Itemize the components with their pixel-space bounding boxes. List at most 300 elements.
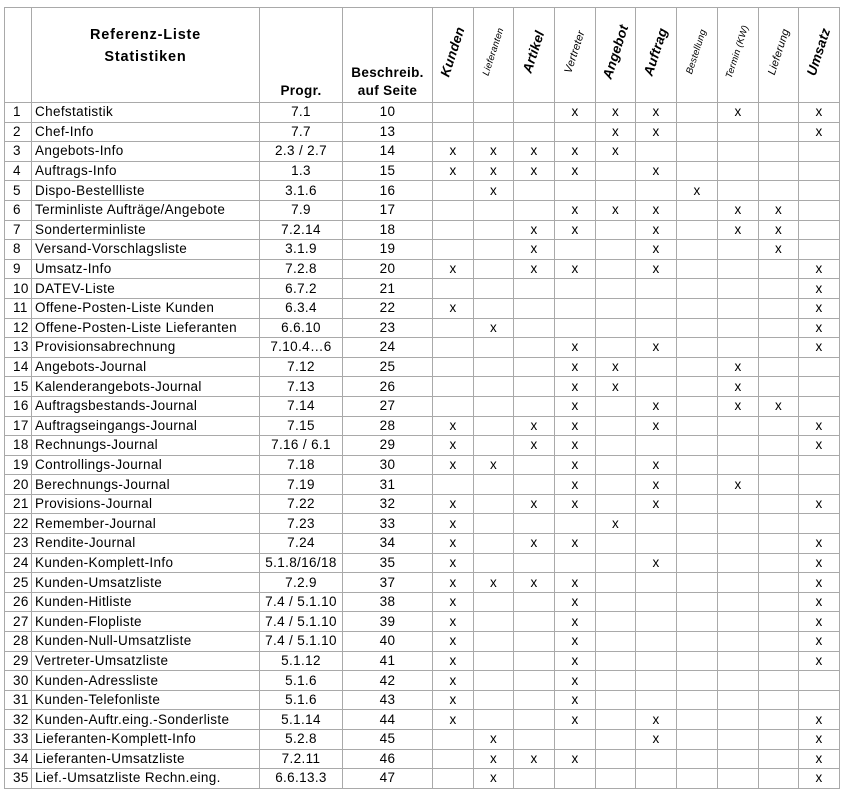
row-number: 12 [5, 318, 32, 338]
mark-cell [636, 279, 677, 299]
mark-cell: x [433, 553, 474, 573]
column-header-lieferanten [474, 8, 514, 103]
mark-cell [799, 357, 840, 377]
mark-cell: x [596, 122, 636, 142]
mark-cell: x [636, 455, 677, 475]
mark-cell [718, 632, 759, 652]
table-row [5, 592, 840, 612]
mark-cell: x [799, 534, 840, 554]
mark-cell [636, 318, 677, 338]
mark-cell [474, 436, 514, 456]
mark-cell [514, 769, 555, 789]
mark-cell [718, 298, 759, 318]
mark-cell: x [555, 220, 596, 240]
row-progr: 5.1.6 [260, 690, 343, 710]
mark-cell [799, 161, 840, 181]
row-seite: 24 [343, 338, 433, 358]
row-name: Dispo-Bestellliste [32, 181, 260, 201]
mark-cell [514, 514, 555, 534]
mark-cell [596, 651, 636, 671]
mark-cell [636, 651, 677, 671]
mark-cell: x [596, 142, 636, 162]
row-seite: 46 [343, 749, 433, 769]
mark-cell: x [636, 494, 677, 514]
row-name: Kunden-Umsatzliste [32, 573, 260, 593]
mark-cell [433, 396, 474, 416]
mark-cell [759, 573, 799, 593]
mark-cell: x [433, 592, 474, 612]
mark-cell: x [555, 455, 596, 475]
row-name: Vertreter-Umsatzliste [32, 651, 260, 671]
mark-cell [718, 181, 759, 201]
mark-cell [759, 298, 799, 318]
mark-cell: x [596, 200, 636, 220]
row-name: Kunden-Komplett-Info [32, 553, 260, 573]
mark-cell [514, 396, 555, 416]
table-row [5, 103, 840, 123]
mark-cell [636, 298, 677, 318]
row-seite: 26 [343, 377, 433, 397]
mark-cell: x [596, 103, 636, 123]
mark-cell: x [799, 416, 840, 436]
row-number: 14 [5, 357, 32, 377]
mark-cell [677, 103, 718, 123]
row-progr: 6.6.10 [260, 318, 343, 338]
row-progr: 2.3 / 2.7 [260, 142, 343, 162]
row-seite: 34 [343, 534, 433, 554]
mark-cell [474, 592, 514, 612]
mark-cell [677, 416, 718, 436]
mark-cell: x [718, 220, 759, 240]
mark-cell [474, 240, 514, 260]
column-header-vertreter [555, 8, 596, 103]
mark-cell [677, 651, 718, 671]
table-body [5, 103, 840, 789]
mark-cell [759, 142, 799, 162]
row-name: Auftragsbestands-Journal [32, 396, 260, 416]
mark-cell [514, 651, 555, 671]
mark-cell [474, 338, 514, 358]
table-row [5, 122, 840, 142]
mark-cell [596, 475, 636, 495]
mark-cell [474, 612, 514, 632]
row-progr: 7.2.14 [260, 220, 343, 240]
mark-cell: x [474, 573, 514, 593]
row-name: Kunden-Adressliste [32, 671, 260, 691]
mark-cell [636, 632, 677, 652]
mark-cell [718, 612, 759, 632]
mark-cell: x [433, 494, 474, 514]
mark-cell: x [799, 749, 840, 769]
mark-cell [677, 240, 718, 260]
row-name: Angebots-Info [32, 142, 260, 162]
mark-cell [514, 122, 555, 142]
mark-cell: x [433, 690, 474, 710]
mark-cell [555, 181, 596, 201]
mark-cell [677, 534, 718, 554]
mark-cell [799, 142, 840, 162]
row-number: 3 [5, 142, 32, 162]
mark-cell [718, 318, 759, 338]
title-line-2: Statistiken [104, 49, 187, 65]
row-progr: 3.1.6 [260, 181, 343, 201]
mark-cell: x [433, 416, 474, 436]
row-number: 23 [5, 534, 32, 554]
mark-cell [596, 592, 636, 612]
row-progr: 7.2.11 [260, 749, 343, 769]
mark-cell [718, 710, 759, 730]
mark-cell [759, 690, 799, 710]
row-seite: 37 [343, 573, 433, 593]
mark-cell [718, 730, 759, 750]
mark-cell [799, 690, 840, 710]
table-row [5, 553, 840, 573]
row-number: 27 [5, 612, 32, 632]
mark-cell [677, 553, 718, 573]
table-row [5, 298, 840, 318]
mark-cell [718, 161, 759, 181]
mark-cell [596, 553, 636, 573]
mark-cell [677, 298, 718, 318]
table-row [5, 200, 840, 220]
mark-cell [555, 298, 596, 318]
mark-cell [799, 377, 840, 397]
mark-cell [474, 122, 514, 142]
mark-cell: x [555, 142, 596, 162]
mark-cell [718, 142, 759, 162]
mark-cell [759, 651, 799, 671]
mark-cell [636, 769, 677, 789]
mark-cell: x [433, 632, 474, 652]
mark-cell [718, 436, 759, 456]
mark-cell [514, 710, 555, 730]
row-seite: 17 [343, 200, 433, 220]
row-seite: 15 [343, 161, 433, 181]
mark-cell [596, 494, 636, 514]
mark-cell [474, 279, 514, 299]
mark-cell [433, 122, 474, 142]
mark-cell: x [636, 240, 677, 260]
table-row [5, 161, 840, 181]
mark-cell: x [799, 298, 840, 318]
beschreib-line-1: Beschreib. [351, 65, 424, 80]
row-number: 19 [5, 455, 32, 475]
mark-cell: x [799, 338, 840, 358]
mark-cell: x [636, 338, 677, 358]
mark-cell [636, 514, 677, 534]
mark-cell: x [514, 240, 555, 260]
mark-cell: x [718, 475, 759, 495]
mark-cell [718, 690, 759, 710]
row-progr: 5.1.12 [260, 651, 343, 671]
row-number: 10 [5, 279, 32, 299]
table-row [5, 690, 840, 710]
mark-cell [636, 357, 677, 377]
mark-cell: x [759, 200, 799, 220]
mark-cell: x [799, 612, 840, 632]
row-seite: 21 [343, 279, 433, 299]
row-seite: 31 [343, 475, 433, 495]
row-name: Offene-Posten-Liste Kunden [32, 298, 260, 318]
mark-cell [677, 710, 718, 730]
mark-cell [759, 671, 799, 691]
row-progr: 5.1.8/16/18 [260, 553, 343, 573]
mark-cell [474, 671, 514, 691]
mark-cell [759, 279, 799, 299]
mark-cell [596, 612, 636, 632]
row-number: 20 [5, 475, 32, 495]
row-number: 22 [5, 514, 32, 534]
mark-cell: x [799, 710, 840, 730]
mark-cell [759, 534, 799, 554]
row-number: 24 [5, 553, 32, 573]
row-progr: 7.1 [260, 103, 343, 123]
table-row [5, 730, 840, 750]
mark-cell [677, 436, 718, 456]
header-row [5, 8, 840, 103]
row-number: 15 [5, 377, 32, 397]
mark-cell: x [474, 318, 514, 338]
table-row [5, 279, 840, 299]
mark-cell: x [799, 553, 840, 573]
mark-cell [514, 338, 555, 358]
row-number: 8 [5, 240, 32, 260]
row-number: 4 [5, 161, 32, 181]
mark-cell [718, 534, 759, 554]
mark-cell [759, 730, 799, 750]
mark-cell [433, 200, 474, 220]
mark-cell [596, 259, 636, 279]
mark-cell [759, 122, 799, 142]
mark-cell [555, 279, 596, 299]
mark-cell [474, 690, 514, 710]
mark-cell [677, 494, 718, 514]
mark-cell [799, 396, 840, 416]
row-seite: 30 [343, 455, 433, 475]
mark-cell [677, 612, 718, 632]
mark-cell [433, 279, 474, 299]
header-number-cell [5, 8, 32, 103]
table-row [5, 318, 840, 338]
mark-cell [433, 338, 474, 358]
mark-cell [677, 396, 718, 416]
mark-cell [718, 259, 759, 279]
row-progr: 6.3.4 [260, 298, 343, 318]
mark-cell [759, 161, 799, 181]
mark-cell [636, 142, 677, 162]
mark-cell [636, 671, 677, 691]
mark-cell: x [718, 357, 759, 377]
table-title [32, 8, 260, 103]
mark-cell: x [433, 612, 474, 632]
mark-cell [718, 651, 759, 671]
row-seite: 33 [343, 514, 433, 534]
mark-cell: x [799, 632, 840, 652]
mark-cell [759, 769, 799, 789]
mark-cell [474, 553, 514, 573]
mark-cell: x [555, 671, 596, 691]
mark-cell: x [555, 475, 596, 495]
column-label: Kunden [437, 25, 468, 79]
mark-cell [799, 514, 840, 534]
mark-cell: x [433, 514, 474, 534]
mark-cell: x [555, 494, 596, 514]
row-number: 6 [5, 200, 32, 220]
row-progr: 7.18 [260, 455, 343, 475]
mark-cell [677, 514, 718, 534]
table-row [5, 357, 840, 377]
mark-cell: x [433, 710, 474, 730]
row-number: 30 [5, 671, 32, 691]
row-number: 9 [5, 259, 32, 279]
mark-cell [718, 671, 759, 691]
mark-cell: x [636, 475, 677, 495]
mark-cell: x [636, 200, 677, 220]
row-number: 35 [5, 769, 32, 789]
mark-cell [799, 671, 840, 691]
table-row [5, 377, 840, 397]
table-row [5, 671, 840, 691]
mark-cell [677, 279, 718, 299]
column-label: Umsatz [803, 26, 834, 78]
mark-cell: x [474, 749, 514, 769]
row-name: Kunden-Hitliste [32, 592, 260, 612]
mark-cell [514, 632, 555, 652]
mark-cell [677, 573, 718, 593]
mark-cell [596, 632, 636, 652]
column-label: Vertreter [562, 29, 588, 75]
mark-cell [677, 769, 718, 789]
mark-cell [636, 377, 677, 397]
row-progr: 7.23 [260, 514, 343, 534]
mark-cell: x [514, 494, 555, 514]
table-row [5, 181, 840, 201]
table-row [5, 573, 840, 593]
mark-cell [555, 240, 596, 260]
mark-cell [433, 318, 474, 338]
mark-cell [514, 103, 555, 123]
row-number: 34 [5, 749, 32, 769]
table-row [5, 494, 840, 514]
row-name: Kunden-Null-Umsatzliste [32, 632, 260, 652]
column-label: Bestellung [684, 28, 709, 76]
mark-cell [433, 240, 474, 260]
mark-cell [718, 573, 759, 593]
mark-cell [474, 220, 514, 240]
row-progr: 7.19 [260, 475, 343, 495]
mark-cell [474, 632, 514, 652]
mark-cell: x [474, 455, 514, 475]
mark-cell: x [433, 259, 474, 279]
mark-cell [596, 279, 636, 299]
row-progr: 7.7 [260, 122, 343, 142]
mark-cell [718, 592, 759, 612]
mark-cell [514, 318, 555, 338]
table-row [5, 396, 840, 416]
column-header-umsatz [799, 8, 840, 103]
mark-cell [474, 710, 514, 730]
mark-cell: x [799, 436, 840, 456]
mark-cell: x [433, 573, 474, 593]
mark-cell [718, 240, 759, 260]
row-name: Controllings-Journal [32, 455, 260, 475]
mark-cell: x [555, 200, 596, 220]
row-progr: 7.22 [260, 494, 343, 514]
mark-cell [596, 416, 636, 436]
mark-cell [514, 357, 555, 377]
mark-cell [677, 142, 718, 162]
column-header-termin [718, 8, 759, 103]
table-row [5, 534, 840, 554]
mark-cell: x [759, 240, 799, 260]
mark-cell: x [759, 396, 799, 416]
mark-cell [799, 240, 840, 260]
row-progr: 7.12 [260, 357, 343, 377]
mark-cell: x [636, 220, 677, 240]
mark-cell: x [555, 573, 596, 593]
mark-cell [596, 730, 636, 750]
row-progr: 7.15 [260, 416, 343, 436]
title-line-1: Referenz-Liste [89, 27, 202, 43]
row-name: Lieferanten-Komplett-Info [32, 730, 260, 750]
mark-cell [474, 200, 514, 220]
mark-cell: x [514, 749, 555, 769]
row-seite: 41 [343, 651, 433, 671]
mark-cell [474, 103, 514, 123]
row-name: Remember-Journal [32, 514, 260, 534]
row-progr: 7.10.4…6 [260, 338, 343, 358]
table-row [5, 416, 840, 436]
row-number: 11 [5, 298, 32, 318]
mark-cell: x [474, 142, 514, 162]
mark-cell [474, 534, 514, 554]
mark-cell: x [718, 200, 759, 220]
table-row [5, 475, 840, 495]
mark-cell: x [799, 573, 840, 593]
mark-cell [677, 122, 718, 142]
mark-cell: x [636, 416, 677, 436]
mark-cell [474, 651, 514, 671]
table-row [5, 220, 840, 240]
mark-cell [555, 122, 596, 142]
mark-cell [677, 318, 718, 338]
row-seite: 43 [343, 690, 433, 710]
mark-cell: x [555, 534, 596, 554]
column-label: Lieferung [765, 27, 792, 77]
mark-cell [596, 534, 636, 554]
row-seite: 19 [343, 240, 433, 260]
row-name: Auftrags-Info [32, 161, 260, 181]
row-number: 5 [5, 181, 32, 201]
mark-cell: x [718, 377, 759, 397]
row-progr: 7.24 [260, 534, 343, 554]
table-row [5, 455, 840, 475]
mark-cell [514, 200, 555, 220]
mark-cell [759, 357, 799, 377]
mark-cell: x [433, 455, 474, 475]
row-progr: 7.4 / 5.1.10 [260, 632, 343, 652]
mark-cell: x [555, 396, 596, 416]
mark-cell [474, 494, 514, 514]
row-seite: 28 [343, 416, 433, 436]
row-number: 29 [5, 651, 32, 671]
row-seite: 18 [343, 220, 433, 240]
mark-cell [677, 455, 718, 475]
mark-cell: x [555, 749, 596, 769]
mark-cell [474, 416, 514, 436]
mark-cell [514, 592, 555, 612]
column-label: Auftrag [640, 26, 671, 78]
